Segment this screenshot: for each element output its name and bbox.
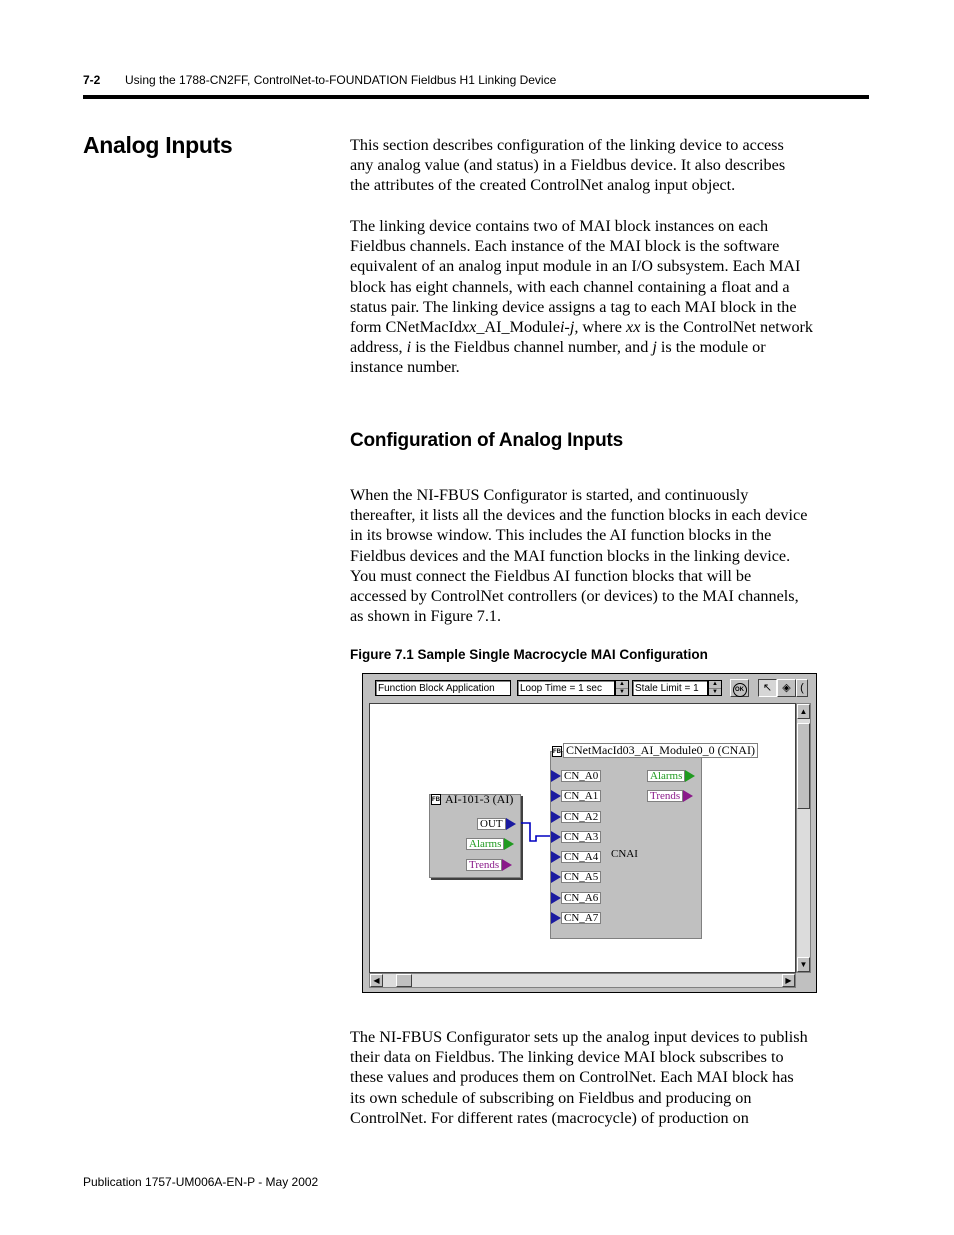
text-line: its own schedule of subscribing on Fieldbus and producing on (350, 1088, 752, 1107)
text-line: the attributes of the created ControlNet analog input object. (350, 176, 736, 195)
mai-block-title: CNetMacId03_AI_Module0_0 (CNAI) (563, 743, 758, 758)
text-line: The NI-FBUS Configurator sets up the analog input devices to publish (350, 1028, 808, 1046)
text-run: is the Fieldbus channel number, and (411, 338, 653, 357)
text-line: thereafter, it lists all the devices and the function blocks in each device (350, 506, 808, 525)
loop-time-field[interactable]: Loop Time = 1 sec (517, 680, 615, 696)
block-type-label: CNAI (611, 848, 638, 860)
text-line-address (350, 337, 870, 357)
text-line: any analog value (and status) in a Fieldbus device. It also describes (350, 156, 786, 175)
mai-output-alarms[interactable] (647, 770, 695, 783)
function-block-window (362, 673, 817, 993)
text-run: is the module or (656, 338, 766, 357)
port-label: Alarms (466, 838, 504, 850)
function-block-icon: FB (431, 794, 441, 805)
text-run: _AI_Module (476, 318, 560, 337)
text-line: When the NI-FBUS Configurator is started, and continuously (350, 486, 749, 504)
text-run-italic: j (652, 338, 657, 357)
pointer-tool-button[interactable] (758, 679, 777, 697)
text-run-italic: xx (626, 318, 641, 337)
text-line: The linking device contains two of MAI block instances on each (350, 217, 769, 235)
figure-caption: Figure 7.1 Sample Single Macrocycle MAI Configuration (350, 647, 708, 662)
text-line: Fieldbus devices and the MAI function blocks in the linking device. (350, 546, 791, 565)
text-line: block has eight channels, with each channel containing a float and a (350, 277, 790, 296)
paragraph-publish (350, 1027, 870, 1128)
vertical-scrollbar[interactable] (796, 703, 811, 973)
input-arrow-icon (551, 912, 561, 924)
mai-input-cn-a7[interactable] (551, 912, 601, 925)
port-label: CN_A3 (561, 831, 601, 843)
text-line: equivalent of an analog input module in an I/O subsystem. Each MAI (350, 257, 801, 276)
stale-limit-stepper[interactable] (708, 680, 722, 696)
mai-input-cn-a1[interactable] (551, 790, 601, 803)
loop-time-stepper[interactable] (615, 680, 629, 696)
pointer-icon: ↖ (762, 682, 773, 694)
tag-icon: ◈ (782, 682, 791, 694)
port-label: CN_A2 (561, 811, 601, 823)
input-arrow-icon (551, 811, 561, 823)
text-line: You must connect the Fieldbus AI function blocks that will be (350, 566, 752, 585)
wire-icon: ( (800, 682, 804, 694)
ai-block-title: AI-101-3 (AI) (445, 792, 514, 806)
output-arrow-icon (685, 770, 695, 782)
function-block-icon: FB (552, 746, 562, 757)
spin-up-icon[interactable]: ▲ (709, 681, 721, 689)
header-rule (83, 95, 869, 99)
mai-input-cn-a3[interactable] (551, 831, 601, 844)
text-line: ControlNet. For different rates (macrocycle) of production on (350, 1108, 749, 1127)
spin-up-icon[interactable]: ▲ (616, 681, 628, 689)
paragraph-intro (350, 135, 870, 196)
text-line: instance number. (350, 358, 460, 377)
port-label: CN_A0 (561, 770, 601, 782)
paragraph-mai-blocks (350, 216, 870, 378)
input-arrow-icon (551, 871, 561, 883)
mai-input-cn-a2[interactable] (551, 811, 601, 824)
port-label: OUT (477, 818, 506, 830)
output-arrow-icon (683, 790, 693, 802)
port-label: CN_A5 (561, 871, 601, 883)
running-title: Using the 1788-CN2FF, ControlNet-to-FOUNDATION Fieldbus H1 Linking Device (125, 73, 557, 87)
horizontal-scroll-thumb[interactable] (396, 974, 412, 987)
mai-input-cn-a5[interactable] (551, 871, 601, 884)
scroll-down-icon[interactable]: ▼ (797, 957, 810, 972)
diagram-canvas[interactable] (369, 703, 796, 973)
input-arrow-icon (551, 831, 561, 843)
mai-input-cn-a0[interactable] (551, 770, 601, 783)
horizontal-scrollbar[interactable] (369, 973, 796, 988)
scroll-right-icon[interactable]: ▶ (782, 974, 795, 987)
text-run: form CNetMacId (350, 318, 462, 337)
port-label: CN_A1 (561, 790, 601, 802)
application-select[interactable]: Function Block Application (375, 680, 511, 696)
ok-label: OK (733, 683, 747, 697)
text-line: in its browse window. This includes the AI function blocks in the (350, 526, 772, 545)
input-arrow-icon (551, 892, 561, 904)
input-arrow-icon (551, 790, 561, 802)
paragraph-configurator (350, 485, 870, 626)
page-number: 7-2 (83, 73, 101, 87)
publication-footer: Publication 1757-UM006A-EN-P - May 2002 (83, 1175, 319, 1189)
text-line: This section describes configuration of the linking device to access (350, 136, 784, 154)
text-line: their data on Fieldbus. The linking device MAI block subscribes to (350, 1048, 784, 1067)
text-line: status pair. The linking device assigns a tag to each MAI block in the (350, 297, 797, 316)
spin-down-icon[interactable]: ▼ (619, 689, 625, 695)
spin-down-icon[interactable]: ▼ (712, 689, 718, 695)
mai-input-cn-a6[interactable] (551, 892, 601, 905)
text-line: Fieldbus channels. Each instance of the MAI block is the software (350, 237, 780, 256)
port-label: CN_A4 (561, 851, 601, 863)
input-arrow-icon (551, 770, 561, 782)
text-run-italic: i-j, (559, 318, 579, 337)
port-label: Trends (647, 790, 683, 802)
scroll-up-icon[interactable]: ▲ (797, 704, 810, 719)
mai-output-trends[interactable] (647, 790, 693, 803)
port-label: Trends (466, 859, 502, 871)
text-run-italic: xx (461, 318, 477, 337)
port-label: Alarms (647, 770, 685, 782)
text-line: these values and produces them on ControlNet. Each MAI block has (350, 1068, 794, 1087)
port-label: CN_A7 (561, 912, 601, 924)
stale-limit-field[interactable]: Stale Limit = 1 (632, 680, 708, 696)
subsection-title: Configuration of Analog Inputs (350, 430, 623, 451)
mai-input-cn-a4[interactable] (551, 851, 601, 864)
text-run: where (578, 318, 627, 337)
text-run-italic: i (406, 338, 412, 357)
wire-tool-button[interactable] (796, 679, 808, 697)
text-line-tag-form (350, 317, 870, 337)
scroll-left-icon[interactable]: ◀ (370, 974, 383, 987)
vertical-scroll-thumb[interactable] (797, 723, 810, 809)
tag-tool-button[interactable] (777, 679, 796, 697)
text-run: address, (350, 338, 407, 357)
text-run: is the ControlNet network (640, 318, 814, 337)
section-title: Analog Inputs (83, 132, 233, 158)
mai-function-block[interactable] (550, 743, 755, 939)
text-line: as shown in Figure 7.1. (350, 607, 502, 626)
port-label: CN_A6 (561, 892, 601, 904)
text-line: accessed by ControlNet controllers (or devices) to the MAI channels, (350, 587, 799, 606)
input-arrow-icon (551, 851, 561, 863)
ok-button[interactable] (730, 679, 749, 697)
